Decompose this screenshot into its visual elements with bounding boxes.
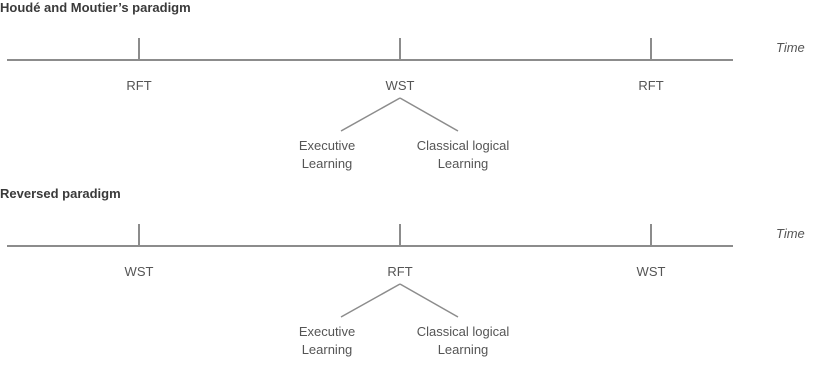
branch-label-line-2: Learning (437, 156, 489, 171)
branch-label-line-1: Executive (298, 324, 356, 339)
branch-label-executive (257, 323, 397, 359)
branch-label-line-1: Classical logical (416, 324, 510, 339)
branch-label-classical (393, 137, 533, 173)
tick-label-3: RFT (638, 78, 664, 93)
tick-label-3: WST (636, 264, 666, 279)
branch-label-line-2: Learning (301, 156, 353, 171)
panel-title: Houdé and Moutier’s paradigm (0, 0, 191, 15)
branch-label-executive (257, 137, 397, 173)
panel-houde-moutier (0, 0, 823, 180)
branch-label-line-1: Classical logical (416, 138, 510, 153)
tick-label-2: WST (385, 78, 415, 93)
time-axis-label: Time (776, 40, 805, 55)
branch-label-line-2: Learning (437, 342, 489, 357)
branch-label-line-1: Executive (298, 138, 356, 153)
tick-label-1: RFT (126, 78, 152, 93)
branch-label-classical (393, 323, 533, 359)
time-axis-label: Time (776, 226, 805, 241)
branch-label-line-2: Learning (301, 342, 353, 357)
panel-title: Reversed paradigm (0, 186, 121, 201)
panel-reversed (0, 186, 823, 366)
tick-label-1: WST (124, 264, 154, 279)
tick-label-2: RFT (387, 264, 413, 279)
